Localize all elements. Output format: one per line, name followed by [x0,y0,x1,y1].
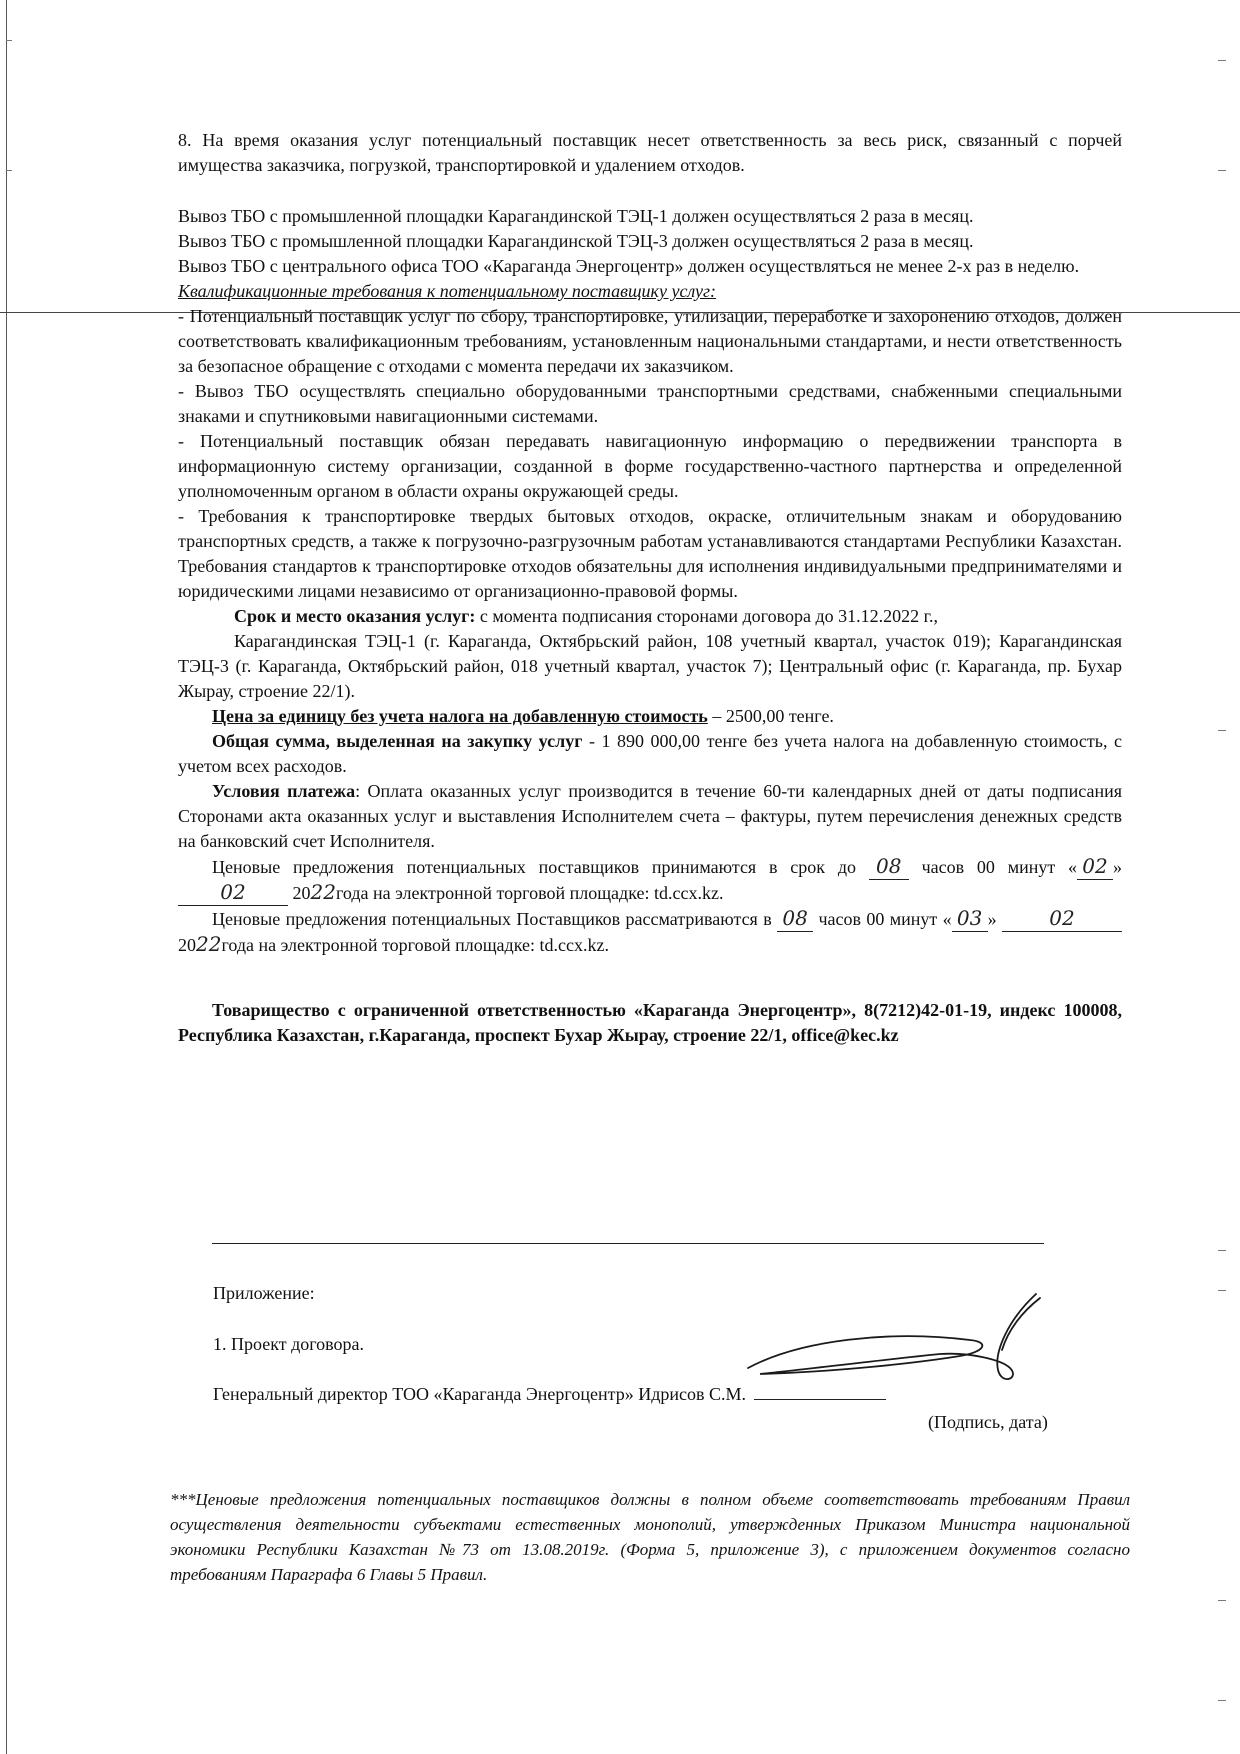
review-post: года на электронной торговой площадке: td.ccx.kz. [221,935,609,955]
qualification-heading: Квалификационные требования к потенциальному поставщику услуг: [178,281,717,301]
places-paragraph: Карагандинская ТЭЦ-1 (г. Караганда, Октябрьский район, 108 учетный квартал, участок 019); Карагандинская ТЭЦ-3 (г. Караганда, Октябрьский район, 018 учетный квартал, участок 7); Центральный офис (г. Караганда, пр. Бухар Жырау, строение 22/1). [178,631,1122,701]
footnote: ***Ценовые предложения потенциальных поставщиков должны в полном объеме соответствовать требованиям Правил осуществления деятельности субъектами естественных монополий, утвержденных Приказом Министра национальной экономики Республики Казахстан №73 от 13.08.2019г. (Форма 5, приложение 3), с приложением документов согласно требованиям Параграфа 6 Главы 5 Правил. [170,1490,1130,1584]
payment-paragraph [178,779,1122,854]
annex-heading: Приложение: [213,1283,315,1303]
company-details: Товарищество с ограниченной ответственностью «Караганда Энергоцентр», 8(7212)42-01-19, индекс 100008, Республика Казахстан, г.Караганда, проспект Бухар Жырау, строение 22/1, office@kec.kz [178,1000,1122,1045]
accept-mid: часов 00 минут « [921,857,1078,877]
price-text: – 2500,00 тенге. [707,706,834,726]
document-body [178,128,1122,1048]
paragraph-tec3: Вывоз ТБО с промышленной площадки Карагандинской ТЭЦ-3 должен осуществляться 2 раза в месяц. [178,231,974,251]
accept-paragraph [178,854,1122,906]
accept-hour: 08 [869,854,909,880]
scan-tick [6,170,12,171]
accept-year-prefix: 20 [292,883,311,903]
qualification-item-2: - Вывоз ТБО осуществлять специально оборудованными транспортными средствами, снабженными специальными знаками и спутниковыми навигационными системами. [178,381,1122,426]
scan-tick [1218,170,1226,171]
review-day: 03 [952,906,988,932]
scan-tick [1218,1250,1226,1251]
accept-pre: Ценовые предложения потенциальных поставщиков принимаются в срок до [212,857,856,877]
annex-item-1: 1. Проект договора. [213,1334,365,1354]
accept-close-quote: » [1113,857,1123,877]
price-paragraph [178,704,1122,729]
total-text: - 1 890 000,00 тенге без учета налога на добавленную стоимость, с учетом всех расходов. [178,731,1122,776]
qualification-item-1: - Потенциальный поставщик услуг по сбору, транспортировке, утилизации, переработке и захоронению отходов, должен соответствовать квалификационным требованиям, установленным национальными стандартами, и нести ответственность за безопасное обращение с отходами с момента передачи их заказчиком. [178,306,1122,376]
signature-caption: (Подпись, дата) [928,1412,1048,1432]
director-name: Генеральный директор ТОО «Караганда Энергоцентр» Идрисов С.М. [213,1384,746,1404]
review-close-quote: » [987,909,997,929]
paragraph-tec1: Вывоз ТБО с промышленной площадки Карагандинской ТЭЦ-1 должен осуществляться 2 раза в месяц. [178,206,974,226]
payment-label: Условия платежа [212,781,356,801]
accept-day: 02 [1077,854,1113,880]
scan-tick [1218,1290,1226,1291]
qualification-item-3: - Потенциальный поставщик обязан передавать навигационную информацию о передвижении транспорта в информационную систему организации, созданной в форме государственно-частного партнерства и определенной уполномоченным органом в области охраны окружающей среды. [178,431,1122,501]
review-paragraph [178,906,1122,958]
handwritten-signature [740,1290,1060,1410]
price-label: Цена за единицу без учета налога на добавленную стоимость [212,706,708,726]
total-paragraph [178,729,1122,779]
review-mid: часов 00 минут « [818,909,952,929]
review-month: 02 [1002,906,1122,932]
scan-tick [6,40,12,41]
term-text: с момента подписания сторонами договора до 31.12.2022 г., [475,606,938,626]
scan-edge-left [6,0,7,1754]
accept-year-hand: 22 [310,880,336,904]
total-label: Общая сумма, выделенная на закупку услуг [212,731,583,751]
scan-tick [1218,1700,1226,1701]
qualification-item-4: - Требования к транспортировке твердых бытовых отходов, окраске, отличительным знакам и оборудованию транспортных средств, а также к погрузочно-разгрузочным работам устанавливаются стандартами Республики Казахстан. Требования стандартов к транспортировке отходов обязательны для исполнения индивидуальными предпринимателями и юридическими лицами независимо от организационно-правовой формы. [178,506,1122,601]
accept-month: 02 [178,880,288,906]
payment-text: : Оплата оказанных услуг производится в течение 60-ти календарных дней от даты подписания Сторонами акта оказанных услуг и выставления Исполнителем счета – фактуры, путем перечисления денежных средств на банковский счет Исполнителя. [178,781,1122,851]
review-hour: 08 [777,906,813,932]
scan-tick [1218,730,1226,731]
review-pre: Ценовые предложения потенциальных Поставщиков рассматриваются в [212,909,772,929]
accept-post: года на электронной торговой площадке: td.ccx.kz. [335,883,724,903]
paragraph-office: Вывоз ТБО с центрального офиса ТОО «Караганда Энергоцентр» должен осуществляться не менее 2-х раз в неделю. [178,256,1080,276]
paragraph-8: 8. На время оказания услуг потенциальный поставщик несет ответственность за весь риск, связанный с порчей имущества заказчика, погрузкой, транспортировкой и удалением отходов. [178,130,1122,175]
scan-tick [1218,60,1226,61]
term-paragraph [178,604,1122,629]
scan-tick [1218,1600,1226,1601]
separator-line [212,1243,1044,1244]
review-year-hand: 22 [196,932,222,956]
review-year-prefix: 20 [178,935,196,955]
term-label: Срок и место оказания услуг: [234,606,476,626]
